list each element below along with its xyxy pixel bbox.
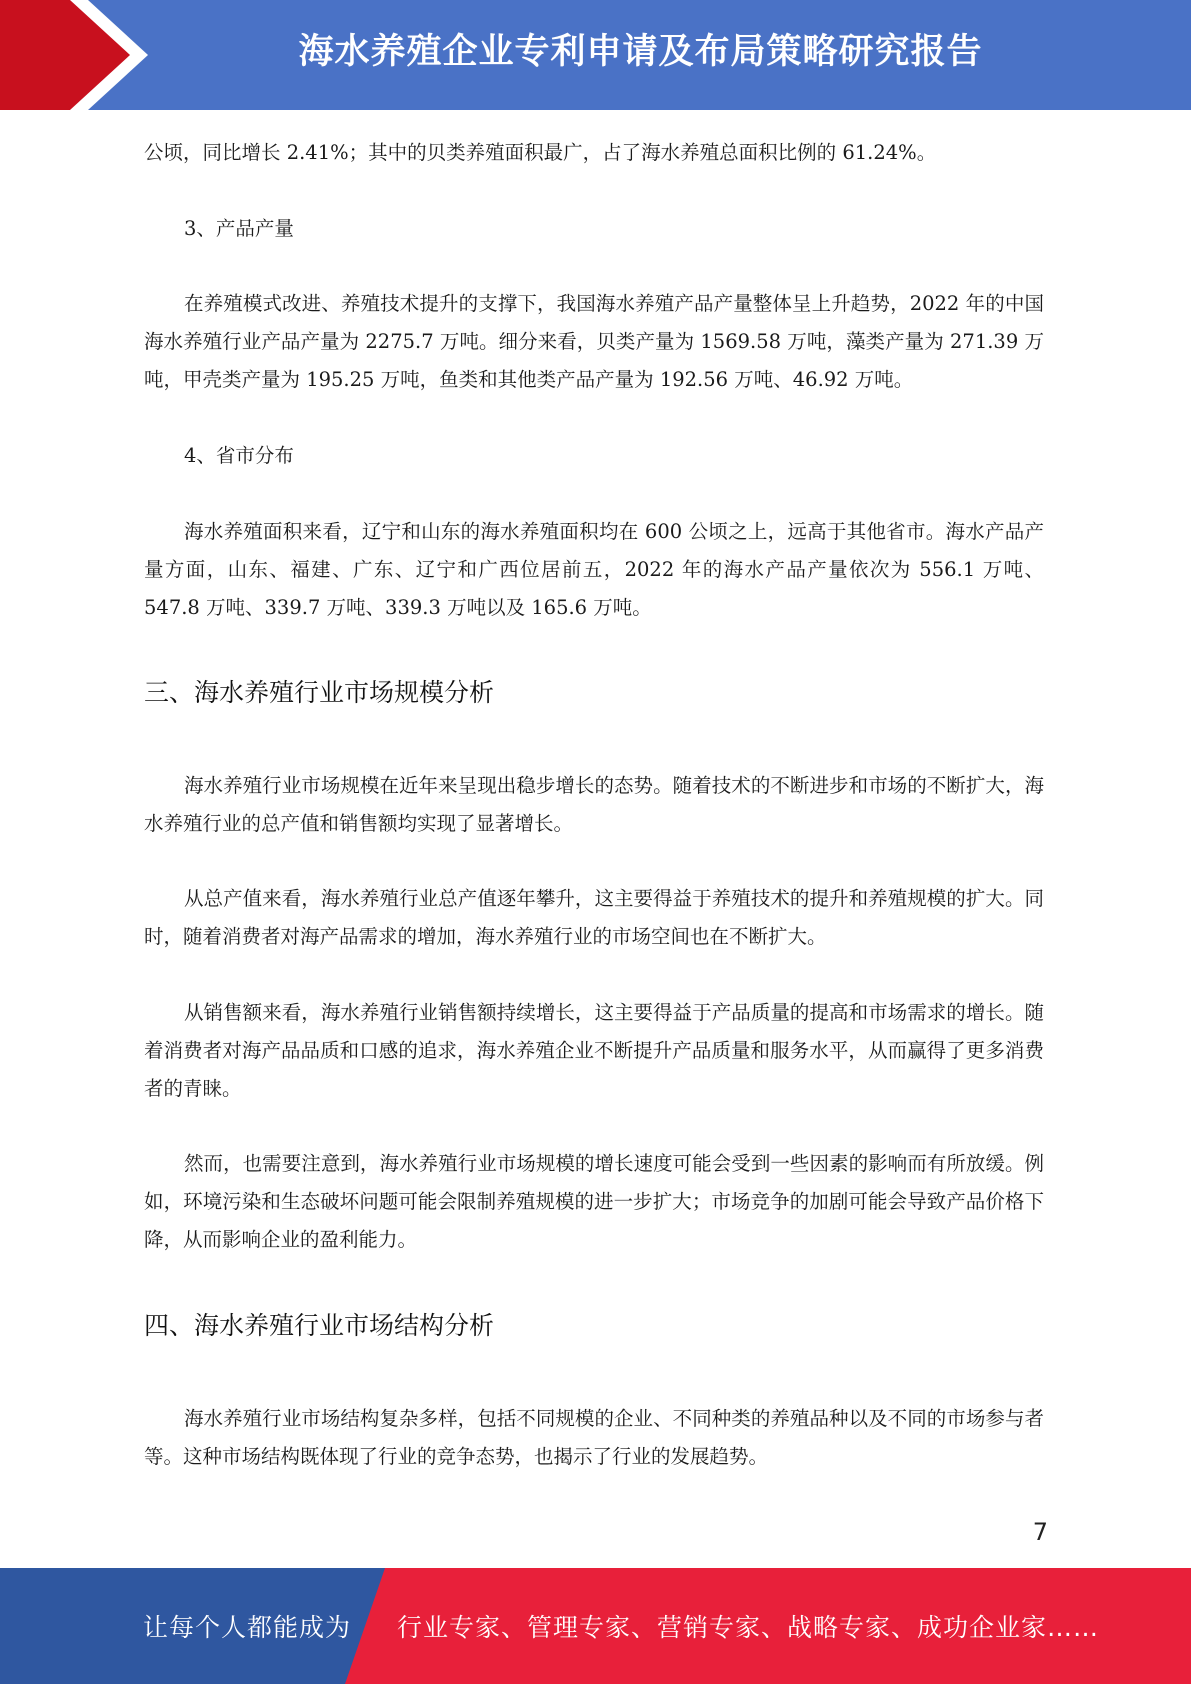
page-footer (0, 1568, 1191, 1684)
paragraph-market-scale-4: 然而，也需要注意到，海水养殖行业市场规模的增长速度可能会受到一些因素的影响而有所放缓。例如，环境污染和生态破坏问题可能会限制养殖规模的进一步扩大；市场竞争的加剧可能会导致产品价格下降，从而影响企业的盈利能力。 (144, 1152, 1044, 1251)
footer-slogan-right: 行业专家、管理专家、营销专家、战略专家、成功企业家…… (397, 1613, 1100, 1642)
page-number: 7 (1032, 1518, 1048, 1546)
paragraph-product-output: 在养殖模式改进、养殖技术提升的支撑下，我国海水养殖产品产量整体呈上升趋势，2022 年的中国海水养殖行业产品产量为 2275.7 万吨。细分来看，贝类产量为 1569.58 万吨，藻类产量为 271.39 万吨，甲壳类产量为 195.25 万吨，鱼类和其他类产品产量为 192.56 万吨、46.92 万吨。 (144, 292, 1044, 391)
paragraph-market-scale-2: 从总产值来看，海水养殖行业总产值逐年攀升，这主要得益于养殖技术的提升和养殖规模的扩大。同时，随着消费者对海产品需求的增加，海水养殖行业的市场空间也在不断扩大。 (144, 887, 1044, 948)
footer-slogan-left: 让每个人都能成为 (143, 1613, 352, 1642)
paragraph-province-distribution: 海水养殖面积来看，辽宁和山东的海水养殖面积均在 600 公顷之上，远高于其他省市。海水产品产量方面，山东、福建、广东、辽宁和广西位居前五，2022 年的海水产品产量依次为 556.1 万吨、547.8 万吨、339.7 万吨、339.3 万吨以及 165.6 万吨。 (144, 520, 1044, 619)
paragraph-area-continued: 公顷，同比增长 2.41%；其中的贝类养殖面积最广，占了海水养殖总面积比例的 61.24%。 (144, 141, 937, 164)
paragraph-market-structure: 海水养殖行业市场结构复杂多样，包括不同规模的企业、不同种类的养殖品种以及不同的市场参与者等。这种市场结构既体现了行业的竞争态势，也揭示了行业的发展趋势。 (144, 1407, 1044, 1468)
page-header (0, 0, 1191, 110)
paragraph-market-scale-3: 从销售额来看，海水养殖行业销售额持续增长，这主要得益于产品质量的提高和市场需求的增长。随着消费者对海产品品质和口感的追求，海水养殖企业不断提升产品质量和服务水平，从而赢得了更多消费者的青睐。 (144, 1001, 1044, 1100)
report-title: 海水养殖企业专利申请及布局策略研究报告 (298, 32, 983, 72)
paragraph-market-scale-1: 海水养殖行业市场规模在近年来呈现出稳步增长的态势。随着技术的不断进步和市场的不断扩大，海水养殖行业的总产值和销售额均实现了显著增长。 (144, 774, 1044, 835)
section-title-market-scale: 三、海水养殖行业市场规模分析 (144, 678, 495, 707)
section-title-market-structure: 四、海水养殖行业市场结构分析 (144, 1311, 495, 1340)
header-arrow-decoration (0, 0, 160, 110)
subheading-product-output: 3、产品产量 (184, 217, 294, 240)
subheading-province-distribution: 4、省市分布 (184, 444, 294, 467)
